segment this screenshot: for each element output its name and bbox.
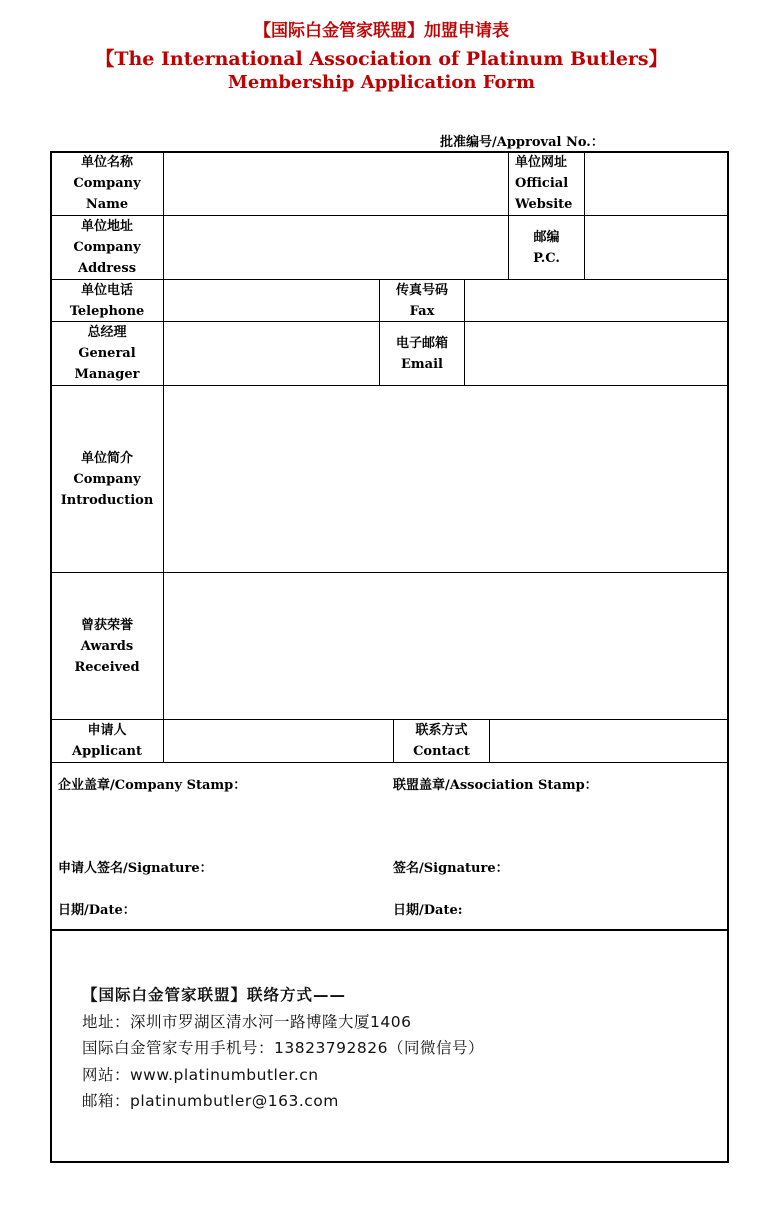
email-field[interactable] [465,322,728,385]
form-subtitle: Membership Application Form [227,72,536,93]
date-label-left: 日期/Date： [58,903,136,918]
email-label: 电子邮箱 Email [395,335,448,372]
company-address-label: 单位地址 Company Address [73,219,141,276]
telephone-label: 单位电话 Telephone [69,282,145,319]
applicant-field[interactable] [164,720,393,762]
applicant-label: 申请人 Applicant [72,723,142,759]
company-introduction-field[interactable] [164,386,728,572]
approval-number-label: 批准编号/Approval No.： [440,135,604,150]
contact-address: 地址：深圳市罗湖区清水河一路博隆大厦1406 [82,1013,412,1031]
company-address-field[interactable] [164,216,508,279]
company-name-field[interactable] [164,152,508,215]
awards-field[interactable] [164,573,728,719]
row-divider [51,762,728,763]
website-field[interactable] [585,152,728,215]
contact-field[interactable] [490,720,728,762]
title-english: 【The International Association of Platinum Butlers】 [95,48,668,70]
awards-label: 曾获荣誉 Awards Received [74,617,140,675]
contact-phone: 国际白金管家专用手机号：13823792826（同微信号） [82,1039,484,1057]
applicant-signature-label: 申请人签名/Signature： [58,861,213,876]
telephone-field[interactable] [164,280,379,321]
general-manager-field[interactable] [164,322,379,385]
company-stamp-label: 企业盖章/Company Stamp： [58,778,247,793]
postcode-label: 邮编 P.C. [533,229,560,266]
contact-website: 网站：www.platinumbutler.cn [82,1066,319,1084]
postcode-field[interactable] [585,216,728,279]
fax-field[interactable] [465,280,728,321]
contact-label: 联系方式 Contact [413,723,470,759]
contact-email: 邮箱：platinumbutler@163.com [82,1092,339,1110]
website-label: 单位网址 Official Website [515,155,573,212]
association-stamp-label: 联盟盖章/Association Stamp： [393,778,598,793]
contact-info-heading: 【国际白金管家联盟】联络方式—— [82,986,347,1004]
title-chinese: 【国际白金管家联盟】加盟申请表 [254,21,509,41]
fax-label: 传真号码 Fax [395,282,448,319]
signature-label: 签名/Signature： [393,861,509,876]
general-manager-label: 总经理 General Manager [74,325,140,382]
company-name-label: 单位名称 Company Name [73,155,141,212]
company-introduction-label: 单位简介 Company Introduction [60,450,154,508]
date-label-right: 日期/Date: [393,903,463,918]
